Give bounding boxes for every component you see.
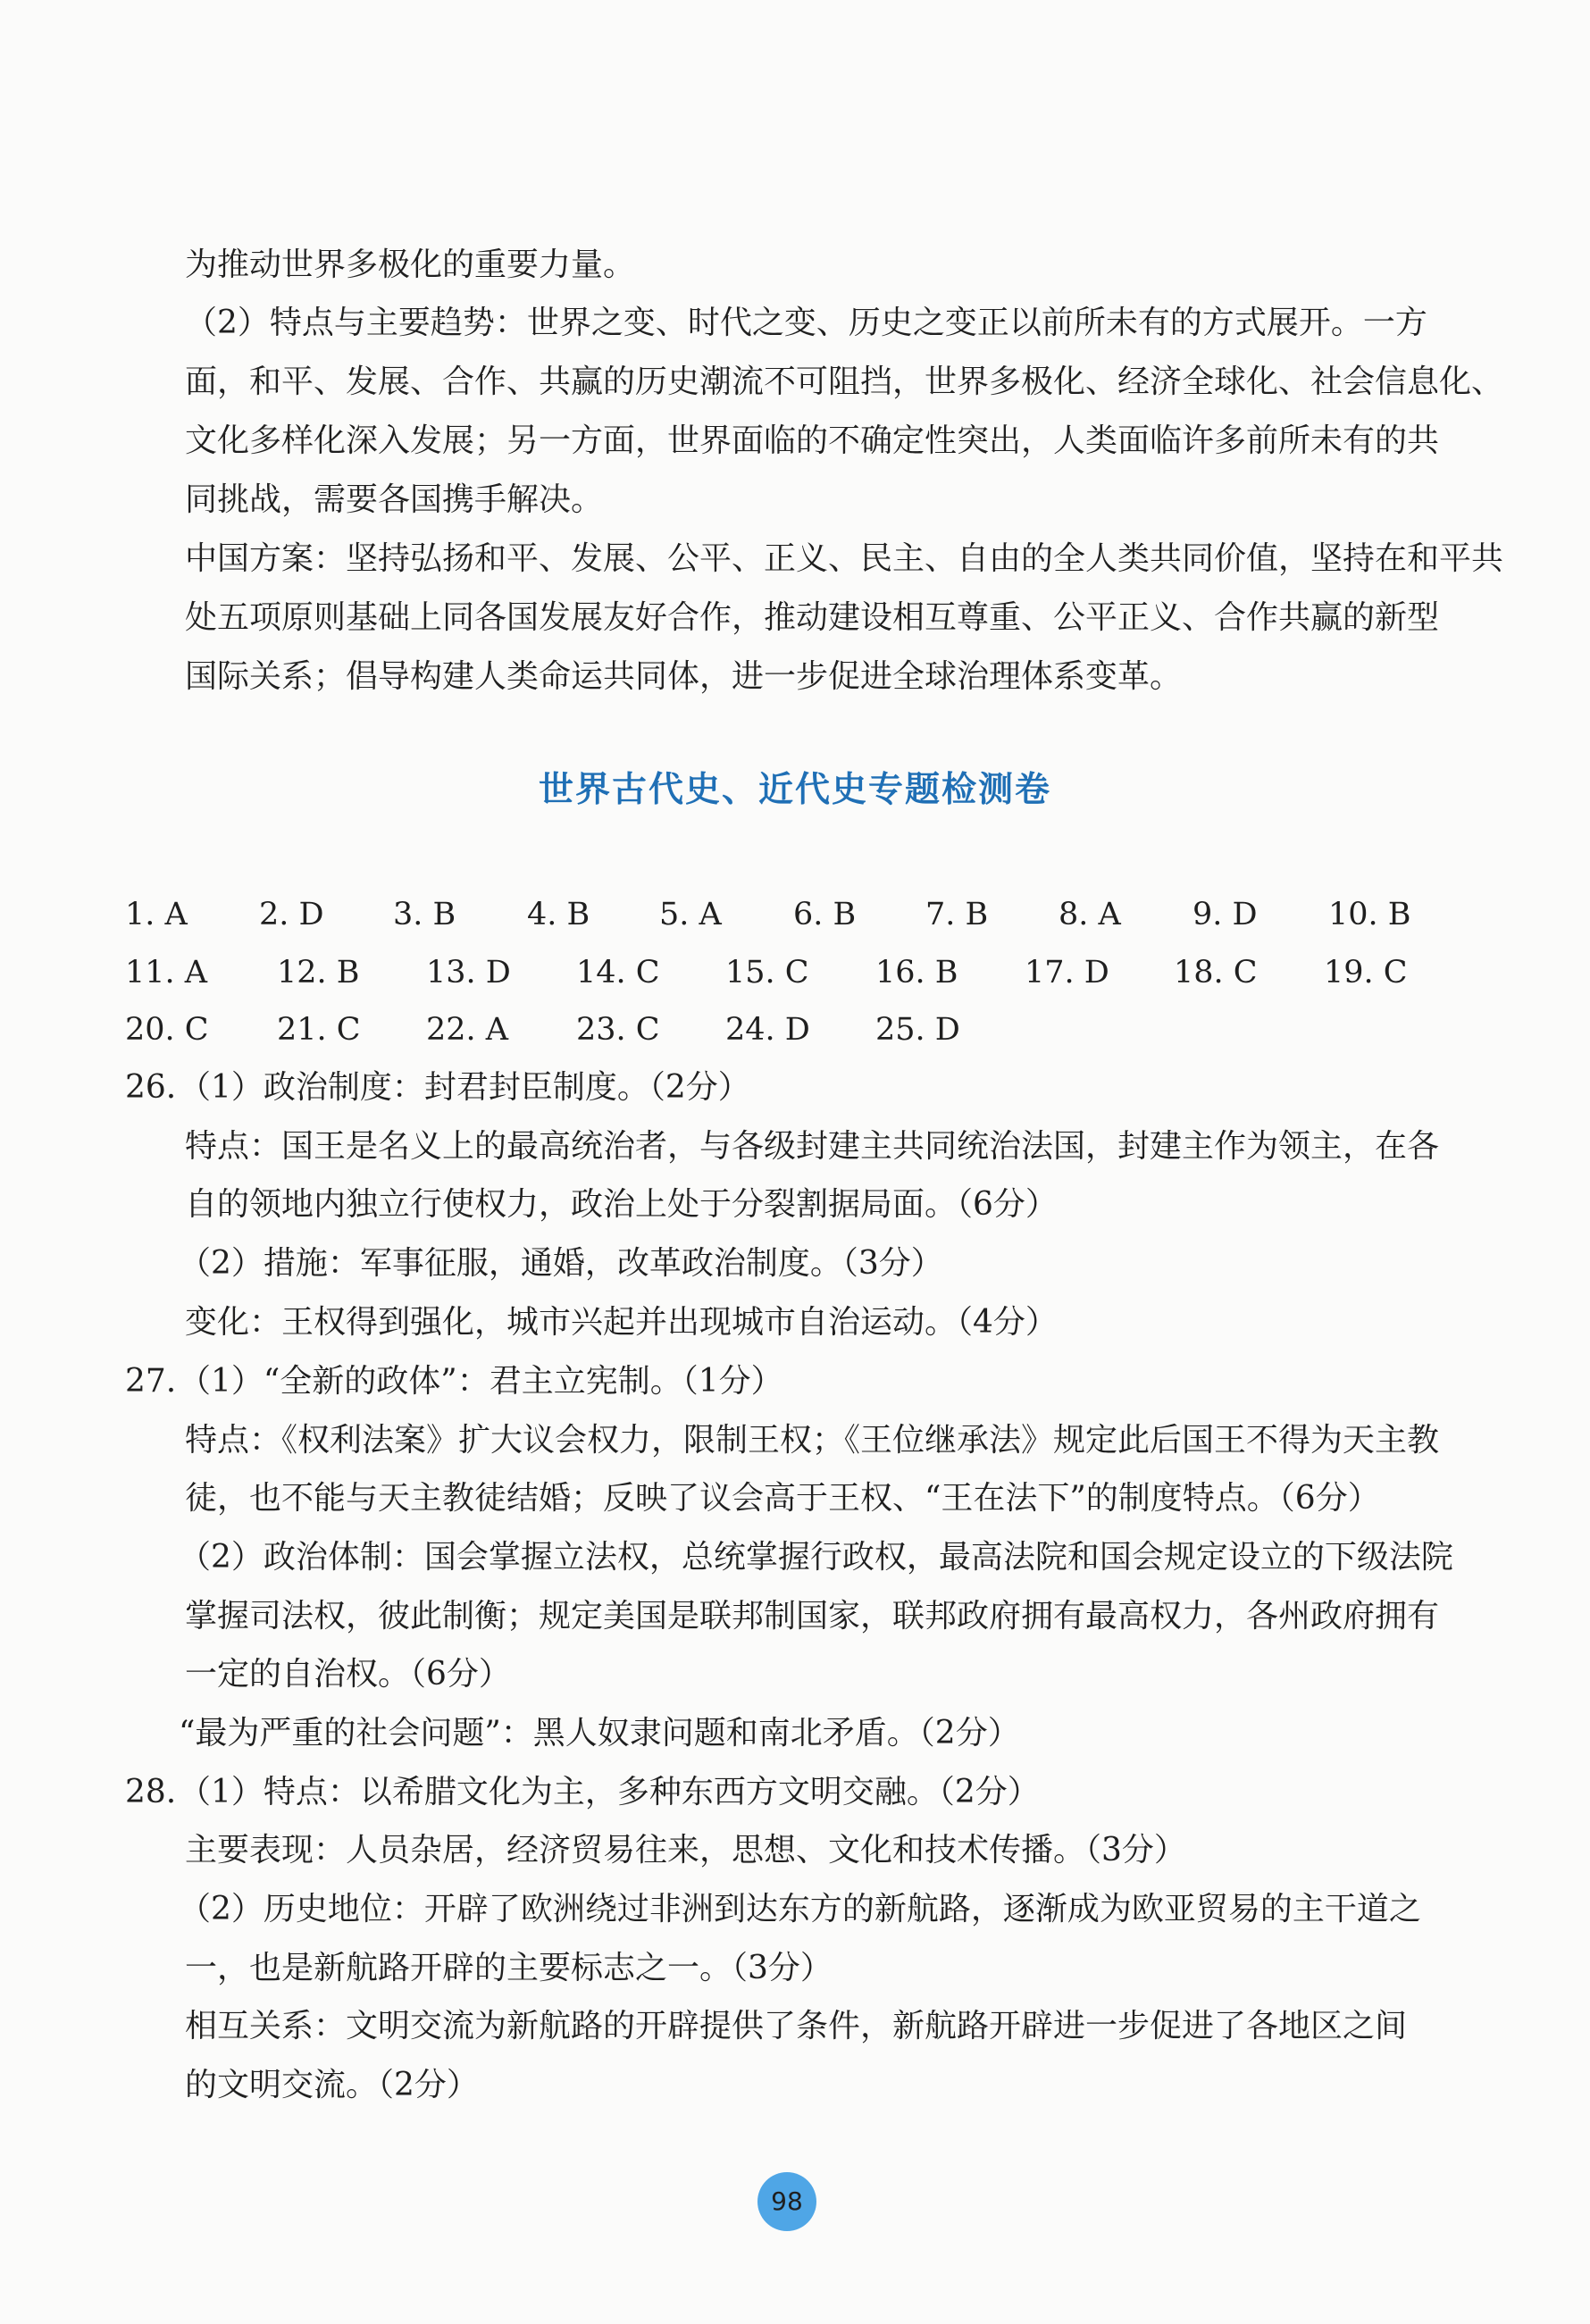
answer-item: 4. B <box>527 897 590 932</box>
answer-line: （2）政治体制：国会掌握立法权，总统掌握行政权，最高法院和国会规定设立的下级法院 <box>179 1539 1453 1576</box>
answer-line: 自的领地内独立行使权力，政治上处于分裂割据局面。（6分） <box>185 1186 1058 1223</box>
answer-item: 12. B <box>277 955 360 991</box>
answer-item: 19. C <box>1324 955 1408 991</box>
answer-item: 15. C <box>725 955 809 991</box>
answer-item: 11. A <box>125 955 208 991</box>
answer-line: （2）历史地位：开辟了欧洲绕过非洲到达东方的新航路，逐渐成为欧亚贸易的主干道之 <box>179 1891 1421 1927</box>
answer-line: 徒，也不能与天主教徒结婚；反映了议会高于王权、“王在法下”的制度特点。（6分） <box>185 1480 1380 1517</box>
answer-line: 特点：《权利法案》扩大议会权力，限制王权；《王位继承法》规定此后国王不得为天主教 <box>185 1422 1440 1459</box>
intro-line: 中国方案：坚持弘扬和平、发展、公平、正义、民主、自由的全人类共同价值，坚持在和平共 <box>185 540 1504 577</box>
intro-line: 国际关系；倡导构建人类命运共同体，进一步促进全球治理体系变革。 <box>185 658 1183 695</box>
answer-line: 的文明交流。（2分） <box>185 2067 479 2103</box>
answer-item: 18. C <box>1174 955 1258 991</box>
answer-item: 22. A <box>426 1012 509 1048</box>
question-number: 26. <box>125 1069 177 1106</box>
intro-line: 为推动世界多极化的重要力量。 <box>185 247 636 283</box>
answer-item: 20. C <box>125 1012 209 1048</box>
answer-item: 13. D <box>426 955 511 991</box>
answer-item: 1. A <box>125 897 188 932</box>
answer-line: 一定的自治权。（6分） <box>185 1656 511 1693</box>
answer-line: 变化：王权得到强化，城市兴起并出现城市自治运动。（4分） <box>185 1304 1058 1341</box>
answer-item: 16. B <box>875 955 958 991</box>
answer-item: 14. C <box>576 955 660 991</box>
answer-line: 一，也是新航路开辟的主要标志之一。（3分） <box>185 1950 833 1986</box>
answer-item: 17. D <box>1025 955 1109 991</box>
question-number: 27. <box>125 1363 177 1400</box>
answer-item: 7. B <box>925 897 989 932</box>
answer-line: 主要表现：人员杂居，经济贸易往来，思想、文化和技术传播。（3分） <box>185 1832 1186 1868</box>
page-number: 98 <box>757 2172 816 2231</box>
answer-item: 8. A <box>1059 897 1121 932</box>
intro-line: 文化多样化深入发展；另一方面，世界面临的不确定性突出，人类面临许多前所未有的共 <box>185 422 1440 459</box>
answer-item: 2. D <box>259 897 324 932</box>
intro-line: （2）特点与主要趋势：世界之变、时代之变、历史之变正以前所未有的方式展开。一方 <box>185 305 1427 341</box>
answer-line: （1）特点：以希腊文化为主，多种东西方文明交融。（2分） <box>179 1774 1040 1810</box>
answer-line: （1）“全新的政体”：君主立宪制。（1分） <box>179 1363 783 1400</box>
answer-item: 21. C <box>277 1012 361 1048</box>
answer-line: （2）措施：军事征服，通婚，改革政治制度。（3分） <box>179 1245 943 1282</box>
answer-item: 25. D <box>875 1012 960 1048</box>
answer-item: 5. A <box>659 897 722 932</box>
intro-line: 处五项原则基础上同各国发展友好合作，推动建设相互尊重、公平正义、合作共赢的新型 <box>185 599 1440 636</box>
section-title: 世界古代史、近代史专题检测卷 <box>538 770 1051 810</box>
intro-line: 同挑战，需要各国携手解决。 <box>185 481 604 518</box>
answer-item: 24. D <box>725 1012 810 1048</box>
answer-item: 23. C <box>576 1012 660 1048</box>
answer-line: 相互关系：文明交流为新航路的开辟提供了条件，新航路开辟进一步促进了各地区之间 <box>185 2008 1408 2044</box>
answer-line: （1）政治制度：封君封臣制度。（2分） <box>179 1069 750 1106</box>
answer-item: 6. B <box>793 897 857 932</box>
answer-item: 3. B <box>393 897 456 932</box>
answer-line: 掌握司法权，彼此制衡；规定美国是联邦制国家，联邦政府拥有最高权力，各州政府拥有 <box>185 1598 1440 1634</box>
answer-line: “最为严重的社会问题”：黑人奴隶问题和南北矛盾。（2分） <box>179 1715 1020 1751</box>
answer-item: 10. B <box>1328 897 1411 932</box>
answer-line: 特点：国王是名义上的最高统治者，与各级封建主共同统治法国，封建主作为领主，在各 <box>185 1128 1440 1165</box>
intro-line: 面，和平、发展、合作、共赢的历史潮流不可阻挡，世界多极化、经济全球化、社会信息化、 <box>185 364 1504 400</box>
question-number: 28. <box>125 1774 177 1810</box>
answer-item: 9. D <box>1192 897 1258 932</box>
